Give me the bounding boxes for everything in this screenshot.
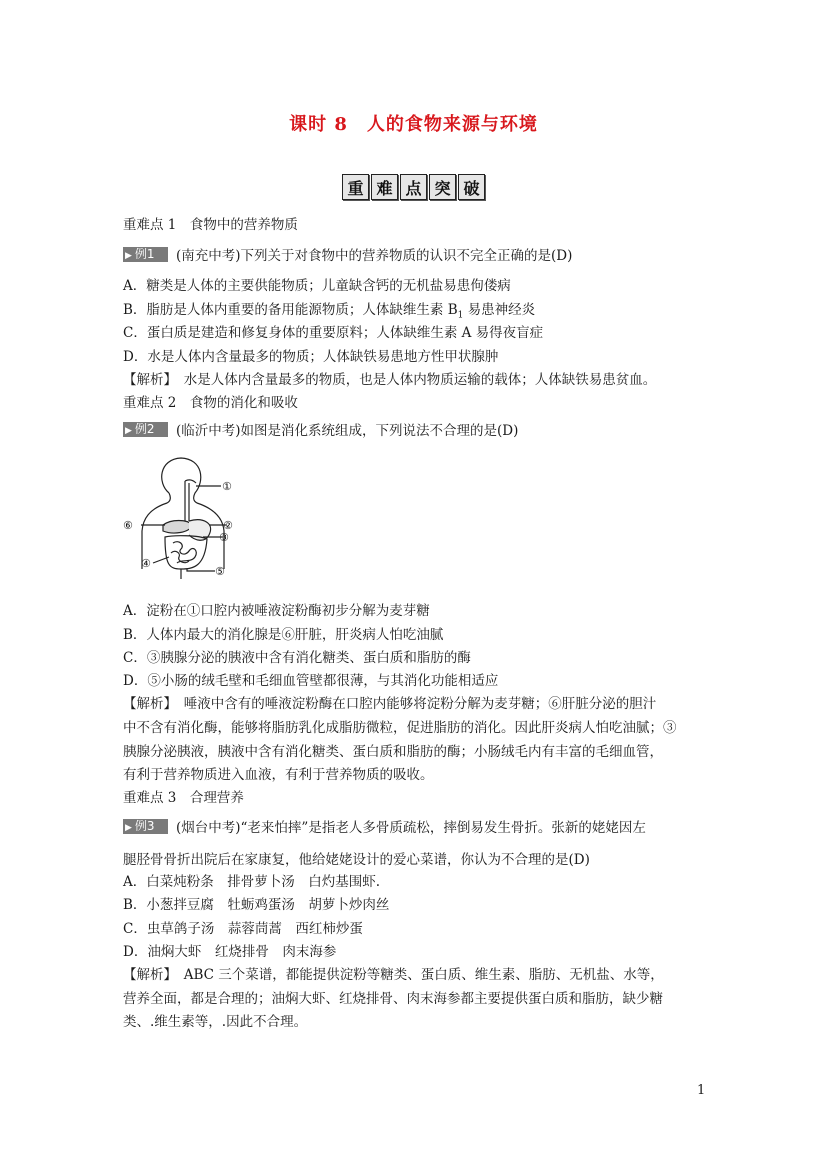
page-number: 1 (697, 1083, 706, 1098)
example3-analysis-line: 类、.维生素等，.因此不合理。 (123, 1014, 308, 1030)
example3-question: (烟台中考)“老来怕摔”是指老人多骨质疏松，摔倒易发生骨折。张新的姥姥因左 (176, 820, 646, 836)
diagram-label-4: ④ (141, 557, 151, 570)
diagram-label-2: ② (223, 519, 233, 532)
diagram-label-1: ① (222, 480, 232, 493)
banner-char: 重 (342, 174, 369, 200)
example3-question-line (123, 816, 646, 836)
example3-option-b: B．小葱拌豆腐 牡蛎鸡蛋汤 胡萝卜炒肉丝 (123, 897, 390, 913)
diagram-label-6: ⑥ (123, 519, 133, 532)
example-badge: ▶ 例1 (123, 247, 168, 262)
example-badge: ▶ 例2 (123, 422, 168, 437)
example1-question: (南充中考)下列关于对食物中的营养物质的认识不完全正确的是(D) (176, 248, 573, 264)
page-title: 课时 8 人的食物来源与环境 (289, 114, 538, 135)
diagram-label-5: ⑤ (215, 565, 225, 578)
example2-analysis-line: 胰腺分泌胰液，胰液中含有消化糖类、蛋白质和脂肪的酶；小肠绒毛内有丰富的毛细血管， (123, 744, 663, 760)
section1-heading: 重难点 1 食物中的营养物质 (123, 217, 298, 233)
example3-option-c: C．虫草鸽子汤 蒜蓉茼蒿 西红柿炒蛋 (123, 921, 363, 937)
section-banner (342, 174, 485, 200)
play-icon: ▶ (125, 251, 132, 261)
example2-option-b: B．人体内最大的消化腺是⑥肝脏，肝炎病人怕吃油腻 (123, 627, 444, 643)
example1-option-b: B．脂肪是人体内重要的备用能源物质；人体缺维生素 $B_1$ 易患神经炎 (123, 302, 536, 321)
example3-option-a: A．白菜炖粉条 排骨萝卜汤 白灼基围虾. (123, 874, 381, 890)
example1-option-c: C．蛋白质是建造和修复身体的重要原料；人体缺维生素 A 易得夜盲症 (123, 325, 544, 341)
example1-option-a: A．糖类是人体的主要供能物质；儿童缺含钙的无机盐易患佝偻病 (123, 278, 511, 294)
banner-char: 点 (400, 174, 427, 200)
example1-question-line (123, 244, 572, 264)
example2-option-d: D．⑤小肠的绒毛壁和毛细血管壁都很薄，与其消化功能相适应 (123, 673, 499, 689)
example1-analysis: 【解析】 水是人体内含量最多的物质，也是人体内物质运输的载体；人体缺铁易患贫血。 (123, 372, 657, 388)
example2-analysis-line: 有利于营养物质进入血液，有利于营养物质的吸收。 (123, 767, 434, 783)
example2-option-a: A．淀粉在①口腔内被唾液淀粉酶初步分解为麦芽糖 (123, 603, 430, 619)
example1-option-d: D．水是人体内含量最多的物质；人体缺铁易患地方性甲状腺肿 (123, 349, 499, 365)
digestive-system-diagram (123, 453, 235, 583)
example2-analysis-line: 中不含有消化酶，能够将脂肪乳化成脂肪微粒，促进脂肪的消化。因此肝炎病人怕吃油腻；③ (123, 720, 677, 736)
example3-question-line2: 腿胫骨骨折出院后在家康复，他给姥姥设计的爱心菜谱，你认为不合理的是(D) (123, 852, 590, 868)
example2-question: (临沂中考)如图是消化系统组成，下列说法不合理的是(D) (176, 423, 519, 439)
play-icon: ▶ (125, 426, 132, 436)
example2-question-line (123, 419, 518, 439)
section3-heading: 重难点 3 合理营养 (123, 790, 244, 806)
banner-char: 破 (458, 174, 485, 200)
play-icon: ▶ (125, 823, 132, 833)
example3-option-d: D．油焖大虾 红烧排骨 肉末海参 (123, 944, 337, 960)
banner-char: 难 (371, 174, 398, 200)
example3-analysis-line: 【解析】 ABC 三个菜谱，都能提供淀粉等糖类、蛋白质、维生素、脂肪、无机盐、水等， (123, 967, 664, 983)
diagram-label-3: ③ (219, 531, 229, 544)
example3-analysis-line: 营养全面，都是合理的；油焖大虾、红烧排骨、肉末海参都主要提供蛋白质和脂肪，缺少糖 (123, 991, 663, 1007)
section2-heading: 重难点 2 食物的消化和吸收 (123, 395, 298, 411)
example-badge: ▶ 例3 (123, 819, 168, 834)
example2-option-c: C．③胰腺分泌的胰液中含有消化糖类、蛋白质和脂肪的酶 (123, 650, 471, 666)
banner-char: 突 (429, 174, 456, 200)
example2-analysis-line: 【解析】 唾液中含有的唾液淀粉酶在口腔内能够将淀粉分解为麦芽糖；⑥肝脏分泌的胆汁 (123, 696, 657, 712)
